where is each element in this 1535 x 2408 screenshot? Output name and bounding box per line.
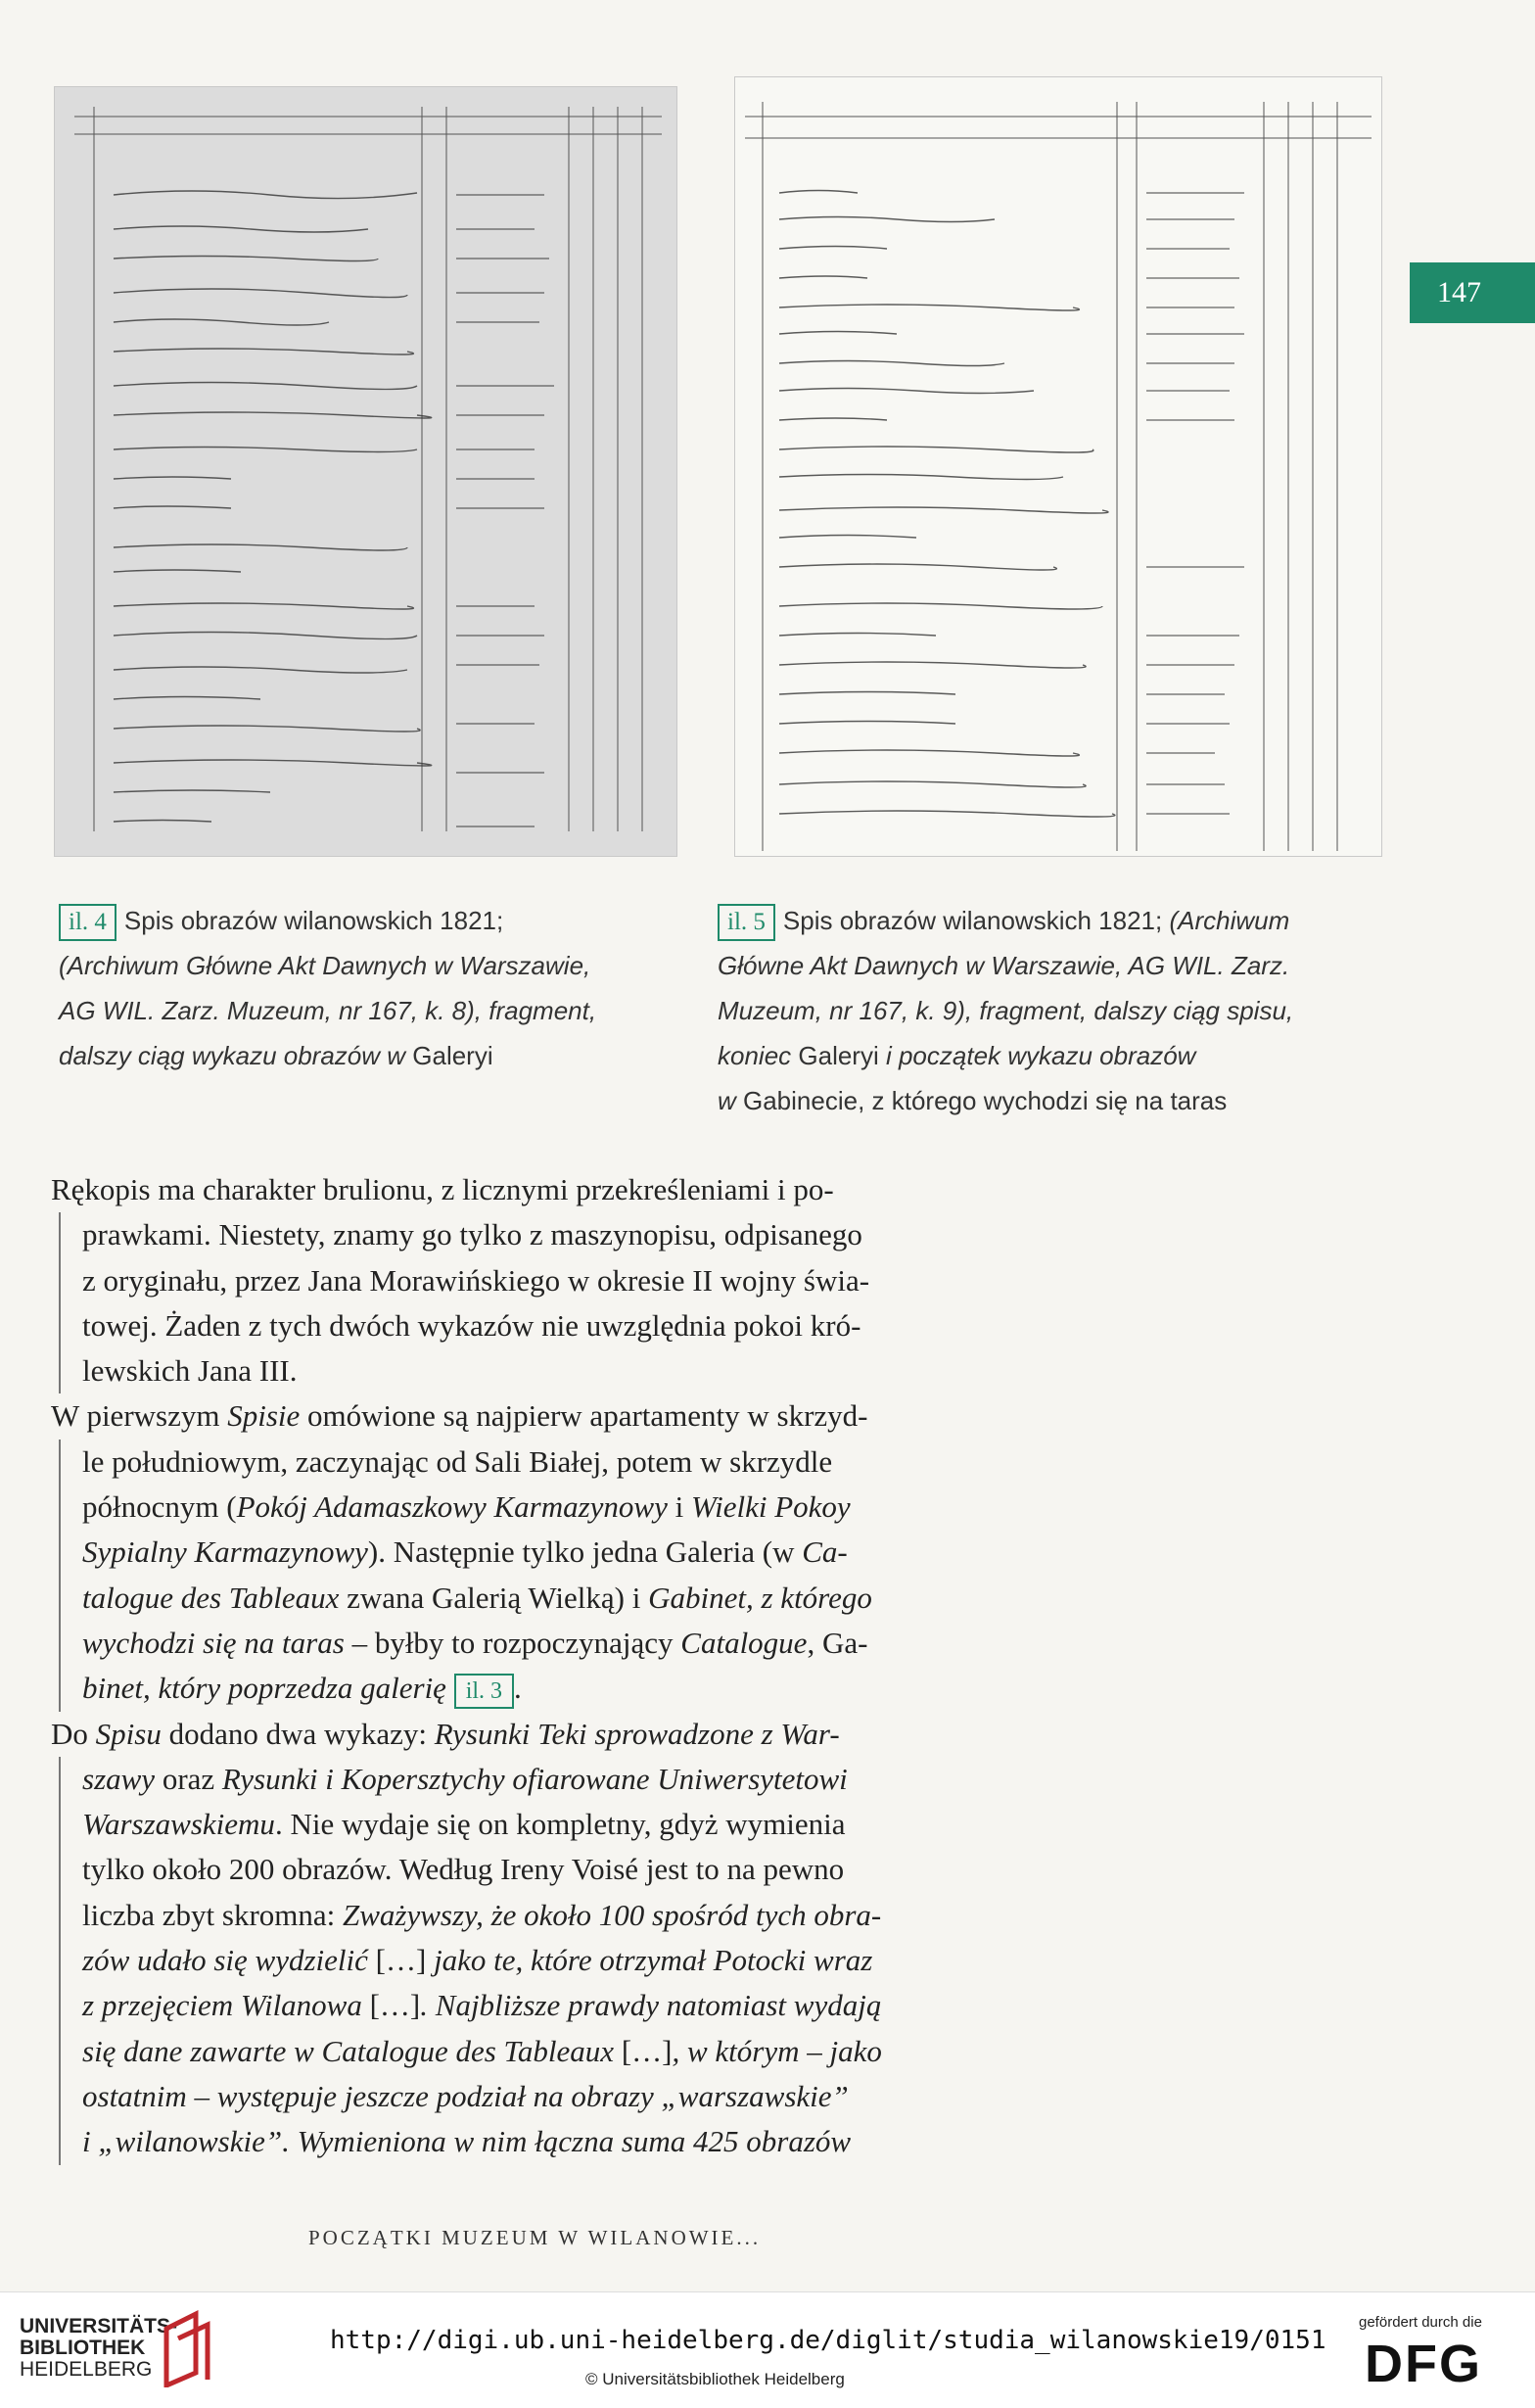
figure-ref-badge[interactable]: il. 3 bbox=[454, 1674, 514, 1709]
caption-run: koniec bbox=[718, 1041, 799, 1070]
caption-run: w bbox=[718, 1086, 743, 1115]
dfg-funding-label: gefördert durch die bbox=[1359, 2314, 1482, 2331]
italic-text: zów udało się wydzielić bbox=[82, 1943, 376, 1978]
caption-run: i początek wykazu obrazów bbox=[878, 1041, 1196, 1070]
text-line bbox=[59, 1440, 997, 1485]
italic-text: z przejęciem Wilanowa bbox=[82, 1988, 370, 2023]
text-line bbox=[59, 2074, 997, 2119]
text-run: […] bbox=[375, 1943, 427, 1978]
ub-heidelberg-logo[interactable] bbox=[20, 2316, 177, 2381]
italic-text: Spisie bbox=[227, 1398, 301, 1434]
caption-run: Galeryi bbox=[412, 1041, 493, 1070]
text-line bbox=[59, 1938, 997, 1983]
caption-run: (Archiwum Główne Akt Dawnych w Warszawie, bbox=[59, 951, 591, 980]
text-run: , Ga- bbox=[807, 1625, 868, 1660]
text-run: Rękopis ma charakter brulionu, z licznymi przekreśleniami i po- bbox=[51, 1172, 834, 1206]
text-run: le południowym, zaczynając od Sali Białej, potem w skrzydle bbox=[82, 1443, 833, 1479]
text-line bbox=[51, 1393, 997, 1439]
text-line bbox=[59, 1983, 997, 2028]
italic-text: Zważywszy, że około 100 spośród tych obra- bbox=[343, 1897, 882, 1932]
text-run: liczba zbyt skromna: bbox=[82, 1897, 343, 1932]
italic-text: Sypialny Karmazynowy bbox=[82, 1535, 368, 1570]
text-line bbox=[59, 1530, 997, 1575]
caption-line bbox=[59, 898, 685, 943]
text-run: . Nie wydaje się on kompletny, gdyż wymienia bbox=[274, 1807, 846, 1842]
text-run: omówione są najpierw apartamenty w skrzyd- bbox=[300, 1398, 868, 1434]
caption-run: AG WIL. Zarz. Muzeum, nr 167, k. 8), fragment, bbox=[59, 996, 597, 1025]
caption-run: Spis obrazów wilanowskich 1821; bbox=[123, 906, 504, 935]
text-line bbox=[59, 1802, 997, 1847]
italic-text: Ca- bbox=[802, 1535, 848, 1570]
italic-text: ostatnim – występuje jeszcze podział na obrazy „warszawskie” bbox=[82, 2078, 849, 2113]
caption-line bbox=[718, 1033, 1403, 1078]
italic-text: binet, który poprzedza galerię bbox=[82, 1671, 454, 1706]
text-line bbox=[51, 1712, 997, 1757]
text-run: zwana Galerią Wielką) i bbox=[339, 1580, 649, 1615]
italic-text: wychodzi się na taras bbox=[82, 1625, 345, 1660]
italic-text: Pokój Adamaszkowy Karmazynowy bbox=[236, 1489, 668, 1525]
text-run: północnym ( bbox=[82, 1489, 237, 1525]
text-line bbox=[59, 1258, 997, 1303]
text-line bbox=[59, 1348, 997, 1393]
text-run: z oryginału, przez Jana Morawińskiego w okresie II wojny świa- bbox=[82, 1262, 870, 1298]
caption-il4 bbox=[59, 898, 685, 1078]
text-run: prawkami. Niestety, znamy go tylko z maszynopisu, odpisanego bbox=[82, 1217, 862, 1252]
caption-il5 bbox=[718, 898, 1403, 1123]
caption-run: Spis obrazów wilanowskich 1821; bbox=[782, 906, 1170, 935]
running-footer: POCZĄTKI MUZEUM W WILANOWIE... bbox=[308, 2226, 762, 2249]
paragraph bbox=[51, 1167, 997, 1393]
italic-text: Rysunki Teki sprowadzone z War- bbox=[434, 1716, 840, 1751]
italic-text: Rysunki i Kopersztychy ofiarowane Uniwersytetowi bbox=[221, 1761, 848, 1796]
caption-run: Galeryi bbox=[798, 1041, 879, 1070]
ub-logo-icon bbox=[157, 2309, 213, 2387]
text-line bbox=[59, 1666, 997, 1711]
italic-text: Warszawskiemu bbox=[82, 1807, 275, 1842]
document-url-link[interactable]: http://digi.ub.uni-heidelberg.de/diglit/studia_wilanowskie19/0151 bbox=[330, 2326, 1326, 2355]
caption-line bbox=[718, 1078, 1403, 1123]
text-run: tylko około 200 obrazów. Według Ireny Voisé jest to na pewno bbox=[82, 1852, 845, 1887]
text-line bbox=[59, 1847, 997, 1892]
text-line bbox=[59, 1757, 997, 1802]
text-line bbox=[59, 1212, 997, 1257]
logo-line-3: HEIDELBERG bbox=[20, 2358, 153, 2381]
italic-text: , w którym – jako bbox=[672, 2033, 882, 2068]
manuscript-lines-il5 bbox=[735, 77, 1381, 856]
caption-line bbox=[59, 943, 685, 988]
copyright-notice: © Universitätsbibliothek Heidelberg bbox=[585, 2370, 845, 2388]
text-run: Do bbox=[51, 1716, 96, 1751]
text-run: W pierwszym bbox=[51, 1398, 228, 1434]
italic-text: Wielki Pokoy bbox=[690, 1489, 851, 1525]
italic-text: i „wilanowskie”. Wymieniona w nim łączna suma 425 obrazów bbox=[82, 2124, 852, 2159]
text-line bbox=[59, 2119, 997, 2164]
paragraph bbox=[51, 1393, 997, 1711]
text-line bbox=[59, 1621, 997, 1666]
caption-run: Muzeum, nr 167, k. 9), fragment, dalszy ciąg spisu, bbox=[718, 996, 1294, 1025]
text-run: oraz bbox=[155, 1761, 222, 1796]
dfg-logo[interactable]: DFG bbox=[1365, 2335, 1482, 2393]
body-text bbox=[51, 1167, 997, 2165]
figure-badge: il. 4 bbox=[59, 904, 116, 941]
text-line bbox=[51, 1167, 997, 1212]
italic-text: talogue des Tableaux bbox=[82, 1580, 340, 1615]
text-line bbox=[59, 1485, 997, 1530]
italic-text: się dane zawarte w Catalogue des Tableaux bbox=[82, 2033, 622, 2068]
text-run: lewskich Jana III. bbox=[82, 1353, 298, 1389]
caption-line bbox=[59, 988, 685, 1033]
paragraph bbox=[51, 1712, 997, 2165]
text-line bbox=[59, 1303, 997, 1348]
text-line bbox=[59, 2029, 997, 2074]
manuscript-lines-il4 bbox=[55, 87, 676, 856]
caption-line bbox=[718, 943, 1403, 988]
text-run: ). Następnie tylko jedna Galeria (w bbox=[367, 1535, 803, 1570]
text-run: – byłby to rozpoczynający bbox=[344, 1625, 681, 1660]
text-run: […] bbox=[621, 2033, 673, 2068]
italic-text: jako te, które otrzymał Potocki wraz bbox=[426, 1943, 873, 1978]
page-number: 147 bbox=[1437, 276, 1481, 308]
caption-run: Gabinecie, z którego wychodzi się na taras bbox=[743, 1086, 1228, 1115]
text-line bbox=[59, 1893, 997, 1938]
text-run: i bbox=[667, 1489, 691, 1525]
caption-line bbox=[59, 1033, 685, 1078]
text-run: . bbox=[514, 1671, 522, 1706]
italic-text: Spisu bbox=[95, 1716, 162, 1751]
caption-run: dalszy ciąg wykazu obrazów w bbox=[59, 1041, 413, 1070]
caption-line bbox=[718, 988, 1403, 1033]
text-run: towej. Żaden z tych dwóch wykazów nie uwzględnia pokoi kró- bbox=[82, 1307, 861, 1343]
caption-run: (Archiwum bbox=[1169, 906, 1290, 935]
manuscript-photo-il5 bbox=[734, 76, 1382, 857]
caption-run: Główne Akt Dawnych w Warszawie, AG WIL. Zarz. bbox=[718, 951, 1290, 980]
italic-text: szawy bbox=[82, 1761, 156, 1796]
italic-text: Catalogue bbox=[680, 1625, 808, 1660]
page-number-tab bbox=[1410, 262, 1535, 323]
caption-line bbox=[718, 898, 1403, 943]
italic-text: . Najbliższe prawdy natomiast wydają bbox=[420, 1988, 882, 2023]
logo-line-1: UNIVERSITÄTS- bbox=[20, 2315, 178, 2337]
text-line bbox=[59, 1576, 997, 1621]
italic-text: Gabinet, z którego bbox=[648, 1580, 872, 1615]
figure-badge: il. 5 bbox=[718, 904, 775, 941]
manuscript-photo-il4 bbox=[54, 86, 677, 857]
text-run: […] bbox=[369, 1988, 421, 2023]
logo-line-2: BIBLIOTHEK bbox=[20, 2337, 146, 2359]
text-run: dodano dwa wykazy: bbox=[161, 1716, 435, 1751]
